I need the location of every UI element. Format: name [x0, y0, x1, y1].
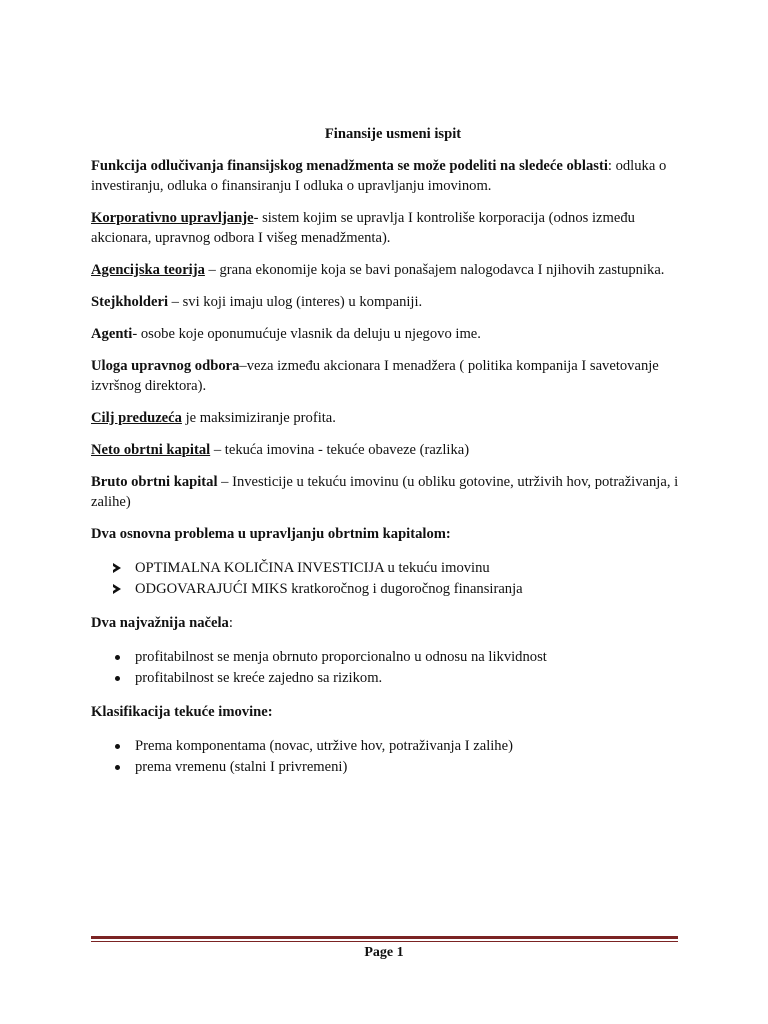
footer-divider-thin [91, 941, 678, 942]
definition-corporate-governance: - sistem kojim se upravlja I kontroliše korporacija (odnos između akcionara, upravnog odbora I višeg menadžmenta). [91, 210, 635, 246]
footer-divider-thick [91, 936, 678, 939]
principle-text: profitabilnost se kreće zajedno sa rizikom. [135, 670, 383, 686]
term-company-goal: Cilj preduzeća [91, 410, 182, 426]
term-agency-theory: Agencijska teorija [91, 262, 205, 278]
definition-net-working-capital: – tekuća imovina - tekuće obaveze (razlika) [210, 442, 470, 458]
paragraph-decision-functions [91, 156, 691, 196]
paragraph-company-goal [91, 408, 691, 428]
paragraph-gross-working-capital [91, 472, 691, 512]
definition-stakeholders: – svi koji imaju ulog (interes) u kompaniji. [168, 294, 423, 310]
list-item [91, 668, 691, 688]
paragraph-agency-theory [91, 260, 691, 280]
document-body [91, 124, 691, 791]
bullet-dot-icon [115, 655, 120, 660]
problem-caps-text: ODGOVARAJUĆI MIKS [135, 581, 288, 597]
bullet-dot-icon [115, 676, 120, 681]
term-gross-working-capital: Bruto obrtni kapital [91, 474, 218, 490]
classification-text: Prema komponentama (novac, utržive hov, potraživanja I zalihe) [135, 738, 513, 754]
list-item [91, 647, 691, 667]
paragraph-board-role [91, 356, 691, 396]
list-item [91, 558, 691, 578]
definition-decision-functions: : odluka o investiranju, odluka o finansiranju I odluka o upravljanju imovinom. [91, 158, 667, 194]
paragraph-agents [91, 324, 691, 344]
document-title: Finansije usmeni ispit [324, 126, 462, 142]
term-stakeholders: Stejkholderi [91, 294, 169, 310]
heading-principles-suffix: : [228, 615, 233, 631]
definition-agents: - osobe koje oponumućuje vlasnik da deluju u njegovo ime. [132, 326, 481, 342]
definition-agency-theory: – grana ekonomije koja se bavi ponašajem nalogodavca I njihovih zastupnika. [204, 262, 665, 278]
principle-text: profitabilnost se menja obrnuto proporcionalno u odnosu na likvidnost [135, 649, 547, 665]
problem-caps-text: OPTIMALNA KOLIČINA INVESTICIJA [135, 560, 384, 576]
list-item [91, 736, 691, 756]
paragraph-corporate-governance [91, 208, 691, 248]
heading-principles [91, 613, 691, 633]
arrow-bullet-icon [113, 563, 121, 573]
term-board-role: Uloga upravnog odbora [91, 358, 240, 374]
term-net-working-capital: Neto obrtni kapital [91, 442, 211, 458]
bullet-dot-icon [115, 744, 120, 749]
problem-rest-text: u tekuću imovinu [383, 560, 490, 576]
paragraph-net-working-capital [91, 440, 691, 460]
classification-text: prema vremenu (stalni I privremeni) [135, 759, 348, 775]
problem-rest-text: kratkoročnog i dugoročnog finansiranja [287, 581, 523, 597]
definition-company-goal: je maksimiziranje profita. [181, 410, 336, 426]
arrow-bullet-icon [113, 584, 121, 594]
definition-gross-working-capital: – Investicije u tekuću imovinu (u obliku gotovine, utrživih hov, potraživanja, i zalihe) [91, 474, 679, 510]
term-decision-functions: Funkcija odlučivanja finansijskog menadžmenta se može podeliti na sledeće oblasti [91, 158, 608, 174]
bullet-dot-icon [115, 765, 120, 770]
list-working-capital-problems [91, 558, 691, 599]
page-number: Page 1 [364, 945, 404, 960]
term-agents: Agenti [91, 326, 133, 342]
heading-asset-classification: Klasifikacija tekuće imovine: [91, 704, 273, 720]
list-asset-classification [91, 736, 691, 777]
term-corporate-governance: Korporativno upravljanje [91, 210, 254, 226]
list-principles [91, 647, 691, 688]
list-item [91, 579, 691, 599]
heading-working-capital-problems: Dva osnovna problema u upravljanju obrtnim kapitalom: [91, 526, 451, 542]
paragraph-stakeholders [91, 292, 691, 312]
heading-principles-text: Dva najvažnija načela [91, 615, 229, 631]
list-item [91, 757, 691, 777]
definition-board-role: –veza između akcionara I menadžera ( politika kompanija I savetovanje izvršnog direktora). [91, 358, 659, 394]
